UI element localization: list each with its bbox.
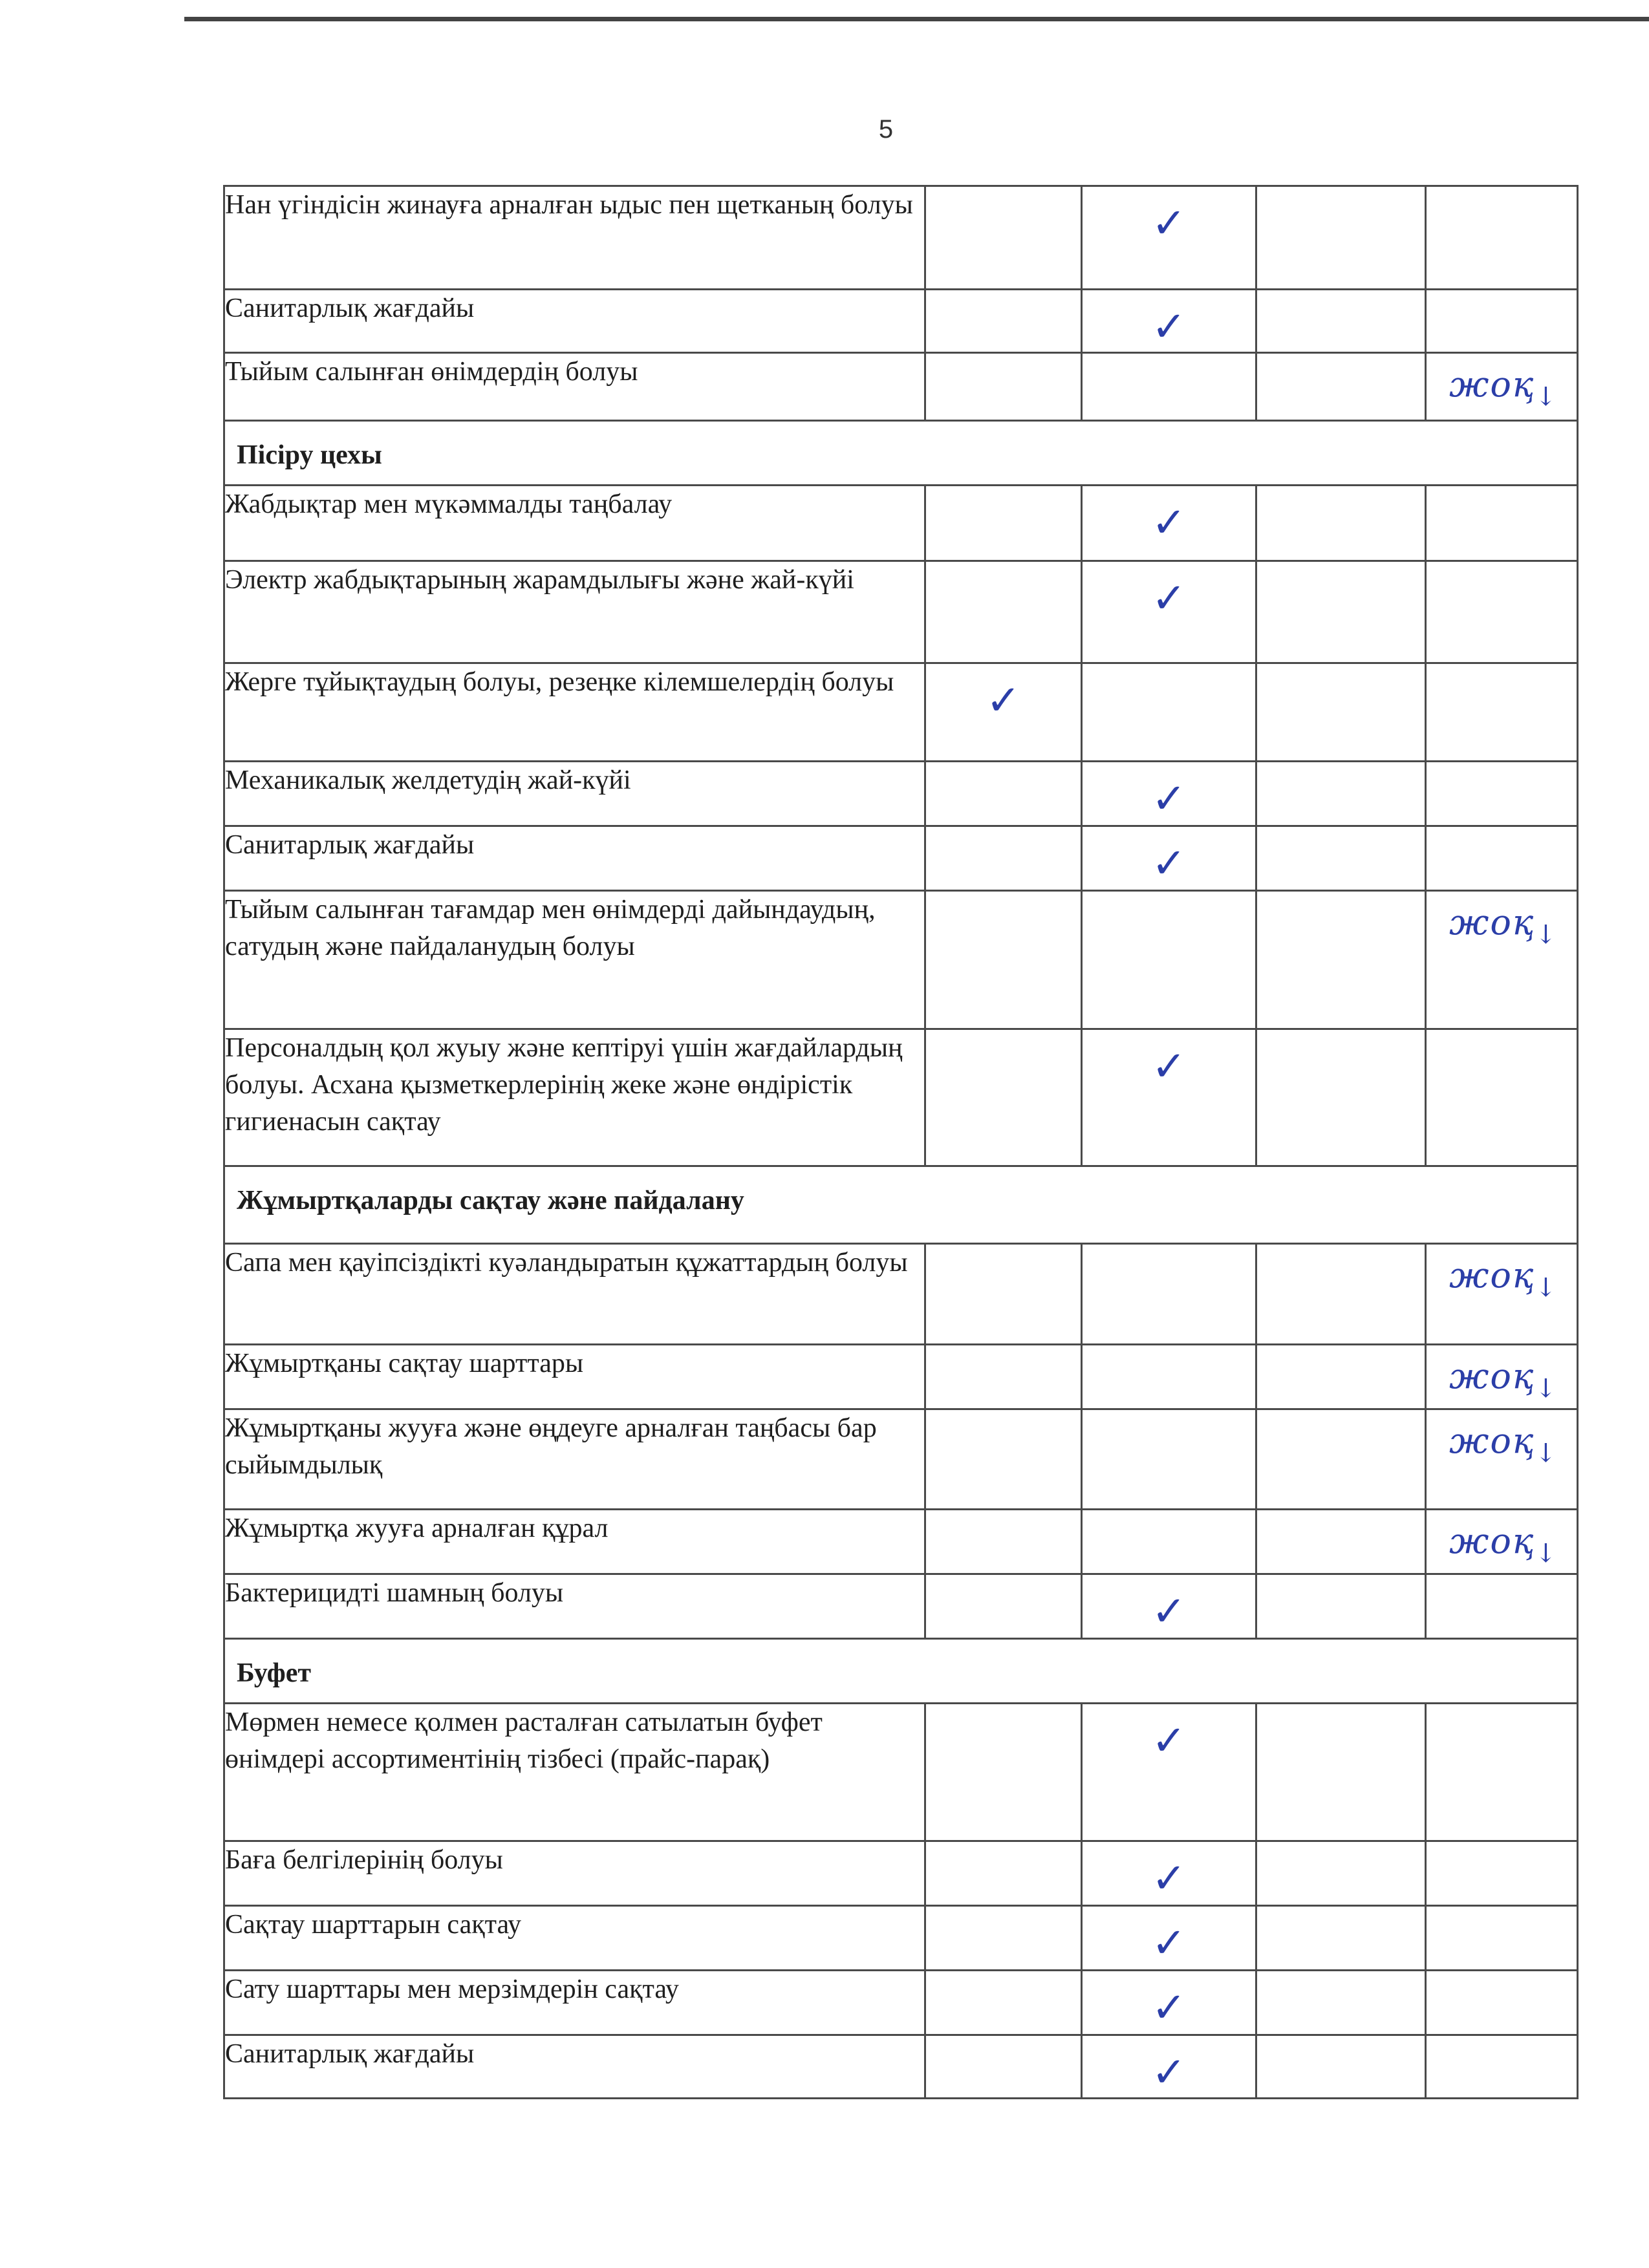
- table-row: [224, 762, 1578, 826]
- table-row: [224, 186, 1578, 290]
- mark-cell-2: [1082, 353, 1256, 421]
- mark-cell-2: [1082, 1704, 1256, 1841]
- mark-cell-3: [1256, 826, 1426, 891]
- table-row: [224, 663, 1578, 762]
- mark-cell-4: [1426, 1244, 1578, 1345]
- mark-cell-2: [1082, 891, 1256, 1029]
- mark-cell-2: [1082, 1029, 1256, 1166]
- mark-cell-3: [1256, 1574, 1426, 1639]
- table-row: [224, 826, 1578, 891]
- mark-cell-4: [1426, 1704, 1578, 1841]
- handwritten-check-mark: ✓: [1151, 575, 1187, 623]
- scan-top-edge: [184, 17, 1649, 21]
- mark-cell-3: [1256, 762, 1426, 826]
- handwritten-absent-mark: жоқ ↓: [1449, 902, 1558, 950]
- mark-cell-3: [1256, 1971, 1426, 2035]
- mark-cell-4: [1426, 826, 1578, 891]
- item-label: Жұмыртқа жууға арналған құрал: [224, 1510, 925, 1574]
- table-row: [224, 290, 1578, 353]
- section-title: Пісіру цехы: [224, 421, 1578, 486]
- mark-cell-4: [1426, 891, 1578, 1029]
- checklist-table: [223, 185, 1579, 2099]
- mark-cell-2: [1082, 561, 1256, 663]
- mark-cell-1: [925, 1029, 1082, 1166]
- section-header-row: [224, 1166, 1578, 1244]
- handwritten-check-mark: ✓: [1151, 499, 1187, 547]
- mark-cell-1: [925, 186, 1082, 290]
- mark-cell-3: [1256, 1906, 1426, 1971]
- handwritten-check-mark: ✓: [1151, 775, 1187, 823]
- mark-cell-3: [1256, 1345, 1426, 1409]
- mark-cell-2: [1082, 1906, 1256, 1971]
- mark-cell-2: [1082, 1971, 1256, 2035]
- mark-cell-1: [925, 663, 1082, 762]
- handwritten-check-mark: ✓: [1151, 1855, 1187, 1903]
- mark-cell-3: [1256, 1409, 1426, 1510]
- mark-cell-2: [1082, 1345, 1256, 1409]
- table-row: [224, 1029, 1578, 1166]
- table-row: [224, 1244, 1578, 1345]
- mark-cell-3: [1256, 1029, 1426, 1166]
- item-label: Жұмыртқаны жууға және өңдеуге арналған таңбасы бар сыйымдылық: [224, 1409, 925, 1510]
- item-label: Мөрмен немесе қолмен расталған сатылатын буфет өнімдері ассортиментінің тізбесі (прайс-парақ): [224, 1704, 925, 1841]
- table-row: [224, 1704, 1578, 1841]
- handwritten-check-mark: ✓: [1151, 303, 1187, 351]
- mark-cell-3: [1256, 891, 1426, 1029]
- item-label: Жұмыртқаны сақтау шарттары: [224, 1345, 925, 1409]
- mark-cell-4: [1426, 290, 1578, 353]
- table-row: [224, 353, 1578, 421]
- mark-cell-2: [1082, 762, 1256, 826]
- item-label: Жерге тұйықтаудың болуы, резеңке кілемшелердің болуы: [224, 663, 925, 762]
- item-label: Жабдықтар мен мүкәммалды таңбалау: [224, 486, 925, 561]
- handwritten-check-mark: ✓: [1151, 1717, 1187, 1765]
- item-label: Санитарлық жағдайы: [224, 2035, 925, 2099]
- mark-cell-4: [1426, 1574, 1578, 1639]
- mark-cell-1: [925, 1841, 1082, 1906]
- handwritten-check-mark: ✓: [1151, 840, 1187, 888]
- mark-cell-2: [1082, 486, 1256, 561]
- mark-cell-2: [1082, 1841, 1256, 1906]
- table-row: [224, 1971, 1578, 2035]
- mark-cell-4: [1426, 2035, 1578, 2099]
- handwritten-check-mark: ✓: [1151, 1984, 1187, 2032]
- mark-cell-3: [1256, 186, 1426, 290]
- mark-cell-1: [925, 1971, 1082, 2035]
- handwritten-check-mark: ✓: [1151, 2049, 1187, 2097]
- section-header-row: [224, 421, 1578, 486]
- mark-cell-2: [1082, 290, 1256, 353]
- mark-cell-1: [925, 486, 1082, 561]
- table-row: [224, 1510, 1578, 1574]
- mark-cell-1: [925, 762, 1082, 826]
- handwritten-absent-mark: жоқ ↓: [1449, 1255, 1558, 1303]
- table-row: [224, 2035, 1578, 2099]
- mark-cell-3: [1256, 486, 1426, 561]
- handwritten-absent-mark: жоқ ↓: [1449, 1521, 1558, 1568]
- table-row: [224, 486, 1578, 561]
- mark-cell-4: [1426, 1345, 1578, 1409]
- item-label: Тыйым салынған тағамдар мен өнімдерді дайындаудың, сатудың және пайдаланудың болуы: [224, 891, 925, 1029]
- mark-cell-3: [1256, 290, 1426, 353]
- mark-cell-4: [1426, 486, 1578, 561]
- mark-cell-2: [1082, 186, 1256, 290]
- mark-cell-1: [925, 561, 1082, 663]
- handwritten-check-mark: ✓: [986, 677, 1021, 725]
- table-row: [224, 1345, 1578, 1409]
- item-label: Сапа мен қауіпсіздікті куәландыратын құжаттардың болуы: [224, 1244, 925, 1345]
- mark-cell-3: [1256, 1244, 1426, 1345]
- mark-cell-3: [1256, 353, 1426, 421]
- item-label: Механикалық желдетудің жай-күйі: [224, 762, 925, 826]
- mark-cell-2: [1082, 826, 1256, 891]
- mark-cell-3: [1256, 2035, 1426, 2099]
- item-label: Тыйым салынған өнімдердің болуы: [224, 353, 925, 421]
- mark-cell-4: [1426, 1510, 1578, 1574]
- mark-cell-4: [1426, 1971, 1578, 2035]
- item-label: Нан үгіндісін жинауға арналған ыдыс пен щетканың болуы: [224, 186, 925, 290]
- mark-cell-2: [1082, 1409, 1256, 1510]
- section-header-row: [224, 1639, 1578, 1704]
- mark-cell-1: [925, 1704, 1082, 1841]
- handwritten-check-mark: ✓: [1151, 1043, 1187, 1091]
- mark-cell-2: [1082, 1244, 1256, 1345]
- mark-cell-1: [925, 1409, 1082, 1510]
- table-row: [224, 561, 1578, 663]
- mark-cell-2: [1082, 2035, 1256, 2099]
- item-label: Сату шарттары мен мерзімдерін сақтау: [224, 1971, 925, 2035]
- mark-cell-3: [1256, 1704, 1426, 1841]
- mark-cell-4: [1426, 1409, 1578, 1510]
- table-row: [224, 1409, 1578, 1510]
- item-label: Санитарлық жағдайы: [224, 290, 925, 353]
- item-label: Бактерицидті шамның болуы: [224, 1574, 925, 1639]
- mark-cell-1: [925, 891, 1082, 1029]
- mark-cell-2: [1082, 663, 1256, 762]
- mark-cell-3: [1256, 1841, 1426, 1906]
- table-row: [224, 891, 1578, 1029]
- mark-cell-1: [925, 1510, 1082, 1574]
- item-label: Персоналдың қол жуыу және кептіруі үшін жағдайлардың болуы. Асхана қызметкерлерінің жеке және өндірістік гигиенасын сақтау: [224, 1029, 925, 1166]
- mark-cell-4: [1426, 762, 1578, 826]
- mark-cell-1: [925, 1345, 1082, 1409]
- mark-cell-2: [1082, 1510, 1256, 1574]
- mark-cell-3: [1256, 561, 1426, 663]
- mark-cell-1: [925, 290, 1082, 353]
- mark-cell-1: [925, 2035, 1082, 2099]
- mark-cell-4: [1426, 186, 1578, 290]
- handwritten-check-mark: ✓: [1151, 200, 1187, 248]
- table-row: [224, 1574, 1578, 1639]
- handwritten-check-mark: ✓: [1151, 1588, 1187, 1636]
- mark-cell-4: [1426, 1906, 1578, 1971]
- section-title: Жұмыртқаларды сақтау және пайдалану: [224, 1166, 1578, 1244]
- handwritten-absent-mark: жоқ ↓: [1449, 1356, 1558, 1404]
- item-label: Сақтау шарттарын сақтау: [224, 1906, 925, 1971]
- table-row: [224, 1841, 1578, 1906]
- mark-cell-4: [1426, 561, 1578, 663]
- mark-cell-4: [1426, 1841, 1578, 1906]
- mark-cell-1: [925, 1906, 1082, 1971]
- item-label: Баға белгілерінің болуы: [224, 1841, 925, 1906]
- mark-cell-4: [1426, 353, 1578, 421]
- mark-cell-1: [925, 1574, 1082, 1639]
- mark-cell-1: [925, 826, 1082, 891]
- mark-cell-4: [1426, 663, 1578, 762]
- mark-cell-1: [925, 353, 1082, 421]
- mark-cell-3: [1256, 663, 1426, 762]
- handwritten-absent-mark: жоқ ↓: [1449, 364, 1558, 412]
- item-label: Электр жабдықтарының жарамдылығы және жай-күйі: [224, 561, 925, 663]
- section-title: Буфет: [224, 1639, 1578, 1704]
- handwritten-check-mark: ✓: [1151, 1920, 1187, 1967]
- item-label: Санитарлық жағдайы: [224, 826, 925, 891]
- handwritten-absent-mark: жоқ ↓: [1449, 1420, 1558, 1468]
- mark-cell-1: [925, 1244, 1082, 1345]
- mark-cell-2: [1082, 1574, 1256, 1639]
- table-row: [224, 1906, 1578, 1971]
- page-number: 5: [878, 115, 894, 144]
- mark-cell-3: [1256, 1510, 1426, 1574]
- mark-cell-4: [1426, 1029, 1578, 1166]
